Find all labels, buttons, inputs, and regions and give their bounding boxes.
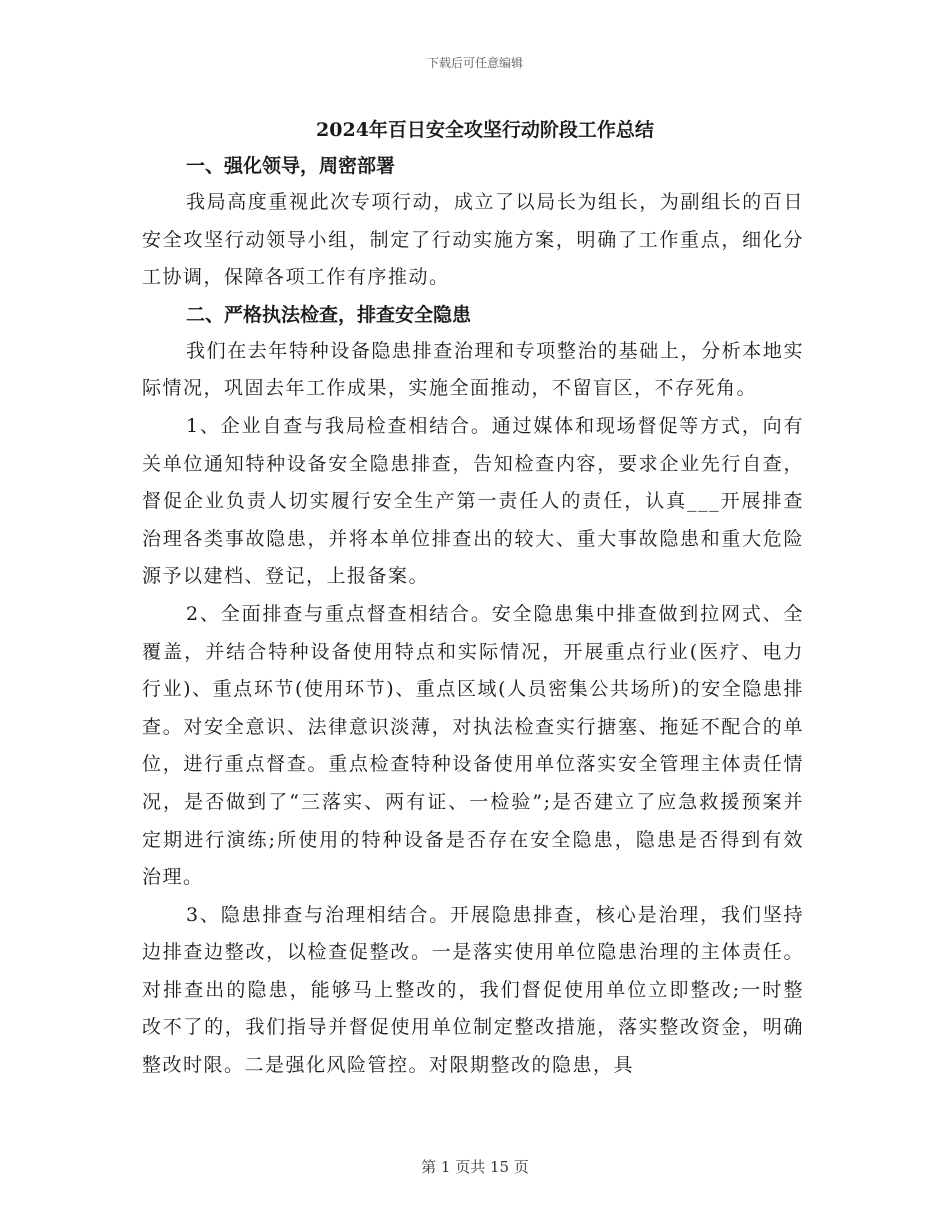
page-number: 第 1 页共 15 页 (421, 1158, 529, 1176)
section-2-item-1: 1、企业自查与我局检查相结合。通过媒体和现场督促等方式，向有关单位通知特种设备安全隐患排查，告知检查内容，要求企业先行自查，督促企业负责人切实履行安全生产第一责任人的责任，认真___开展排查治理各类事故隐患，并将本单位排查出的较大、重大事故隐患和重大危险源予以建档、登记，上报备案。 (142, 414, 804, 588)
section-2-heading: 二、严格执法检查，排查安全隐患 (186, 303, 472, 326)
document-title: 2024年百日安全攻坚行动阶段工作总结 (316, 119, 654, 141)
page-header-note: 下载后可任意编辑 (426, 56, 523, 70)
document-body (142, 112, 804, 1085)
section-1-heading: 一、强化领导，周密部署 (186, 155, 396, 177)
section-1-paragraph: 我局高度重视此次专项行动，成立了以局长为组长，为副组长的百日安全攻坚行动领导小组，制定了行动实施方案，明确了工作重点，细化分工协调，保障各项工作有序推动。 (142, 191, 804, 289)
section-2-item-3: 3、隐患排查与治理相结合。开展隐患排查，核心是治理，我们坚持边排查边整改，以检查促整改。一是落实使用单位隐患治理的主体责任。对排查出的隐患，能够马上整改的，我们督促使用单位立即整改;一时整改不了的，我们指导并督促使用单位制定整改措施，落实整改资金，明确整改时限。二是强化风险管控。对限期整改的隐患，具 (142, 903, 804, 1077)
section-2-intro: 我们在去年特种设备隐患排查治理和专项整治的基础上，分析本地实际情况，巩固去年工作成果，实施全面推动，不留盲区，不存死角。 (142, 339, 804, 400)
section-2-item-2: 2、全面排查与重点督查相结合。安全隐患集中排查做到拉网式、全覆盖，并结合特种设备使用特点和实际情况，开展重点行业(医疗、电力行业)、重点环节(使用环节)、重点区域(人员密集公共场所)的安全隐患排查。对安全意识、法律意识淡薄，对执法检查实行搪塞、拖延不配合的单位，进行重点督查。重点检查特种设备使用单位落实安全管理主体责任情况，是否做到了“三落实、两有证、一检验”;是否建立了应急救援预案并定期进行演练;所使用的特种设备是否存在安全隐患，隐患是否得到有效治理。 (142, 602, 804, 889)
